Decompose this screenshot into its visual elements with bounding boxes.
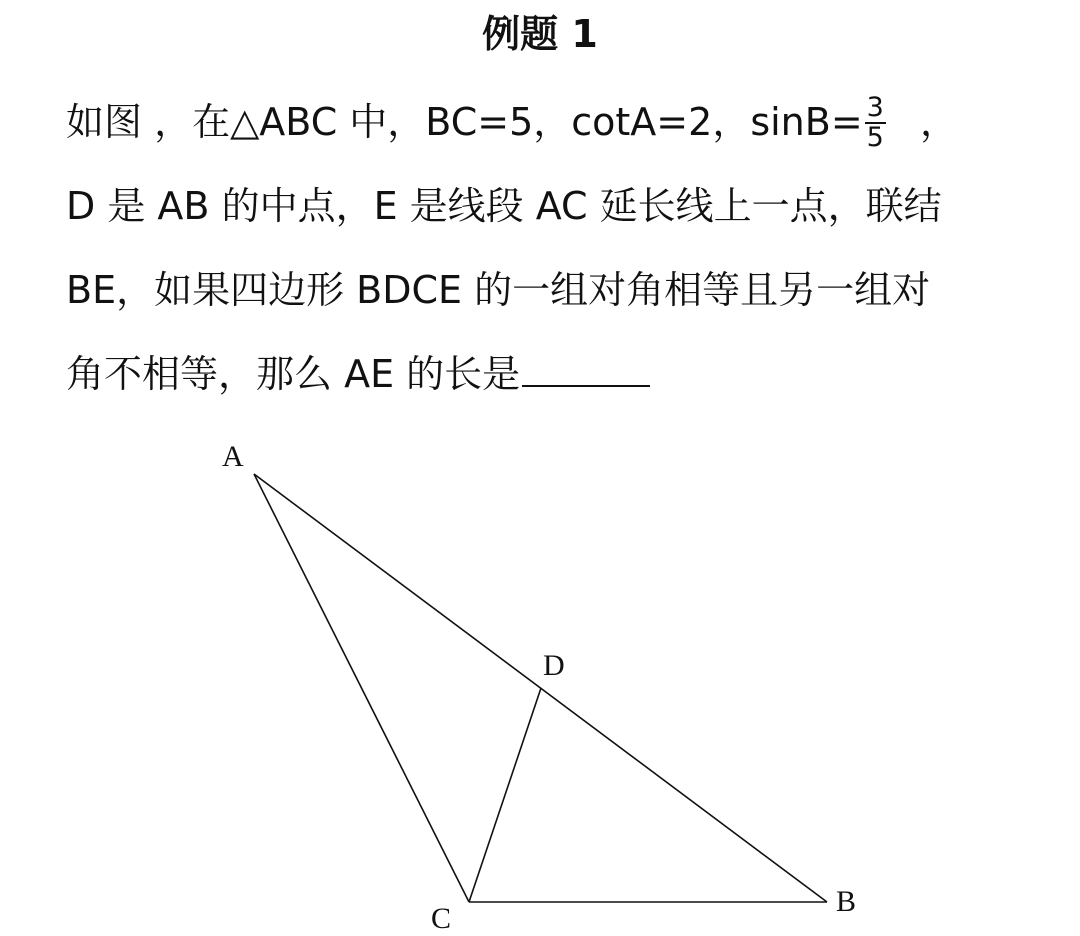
vertex-label-D: D [543, 649, 565, 682]
problem-line-3: BE，如果四边形 BDCE 的一组对角相等且另一组对 [66, 268, 931, 312]
segment-AC [254, 474, 469, 902]
problem-line-2: D 是 AB 的中点，E 是线段 AC 延长线上一点，联结 [66, 184, 942, 228]
fraction-numerator: 3 [866, 91, 884, 123]
problem-title: 例题 1 [482, 12, 598, 56]
vertex-label-B: B [836, 885, 857, 918]
problem-line-1-text: 如图 ，在△ABC 中，BC=5，cotA=2，sinB= [66, 100, 863, 144]
fraction-denominator: 5 [866, 121, 884, 153]
problem-line-4-text: 角不相等，那么 AE 的长是 [66, 352, 521, 396]
vertex-label-A: A [222, 440, 244, 473]
segment-CD [469, 688, 541, 902]
problem-line-1-tail: ， [907, 100, 958, 144]
vertex-label-C: C [431, 902, 452, 935]
